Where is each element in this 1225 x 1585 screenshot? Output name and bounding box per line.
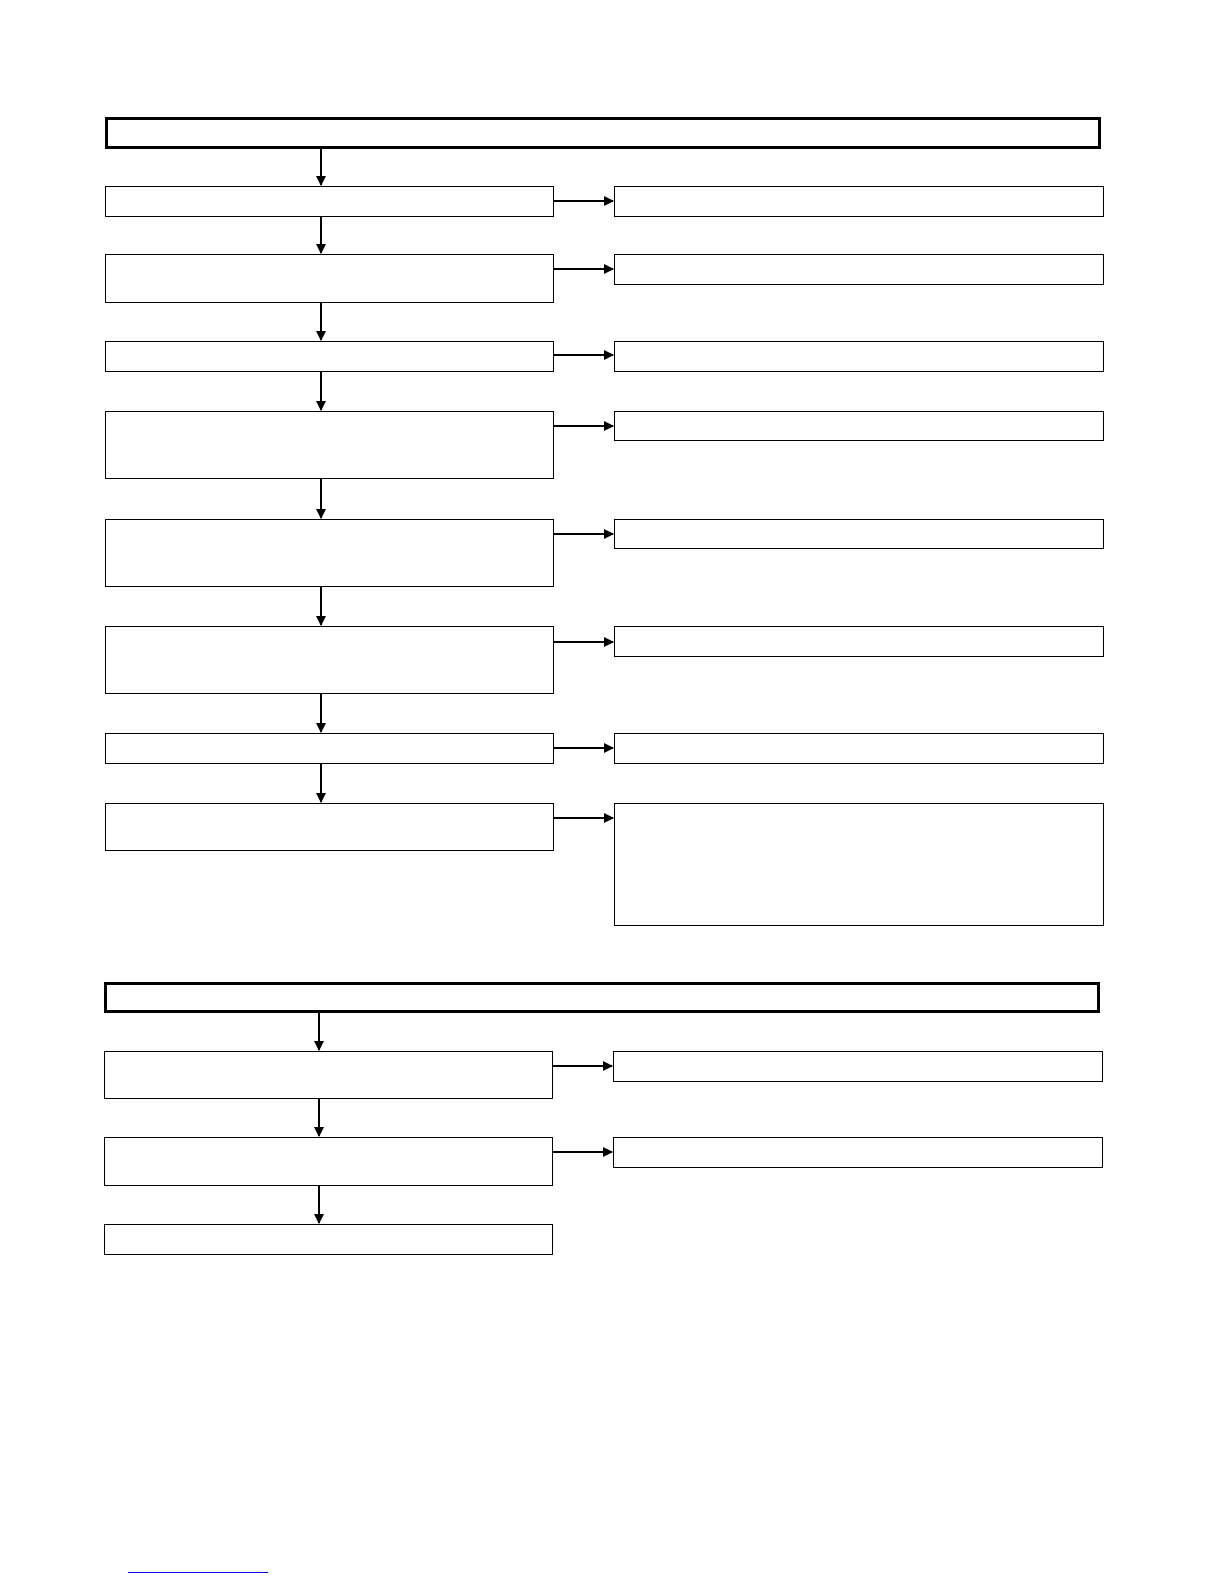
footer-link-underline (128, 1572, 268, 1573)
